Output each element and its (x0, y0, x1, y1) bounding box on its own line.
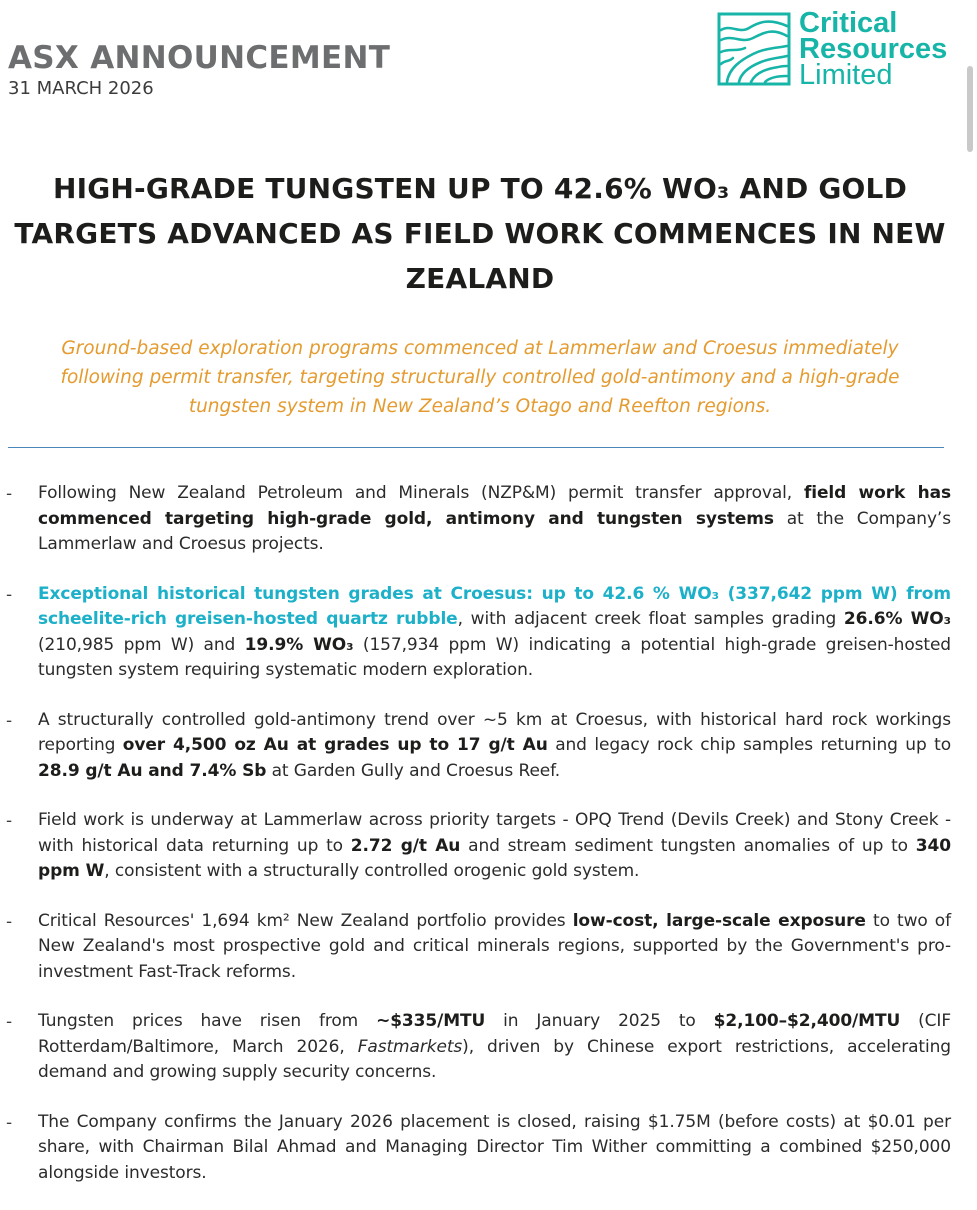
bullet-text: (CIF Rotterdam/Baltimore, March 2026, (38, 1011, 952, 1057)
bullet-text: The Company confirms the January 2026 placement is closed, raising $1.75M (before costs) at $0.01 per share, with Chairman Bilal Ahmad and Managing Director Tim Wither committing a combined $250,000 alongside investors. (38, 1111, 951, 1183)
title-line-3: ZEALAND (405, 262, 555, 295)
contour-logo-icon (717, 12, 791, 86)
highlights-list (0, 481, 977, 1210)
bullet-text: to two of New Zealand's most prospective gold and critical minerals regions, supported by the Government's pro-investment Fast-Track reforms. (38, 910, 951, 982)
bullet-text: (210,985 ppm W) and (38, 634, 245, 655)
bullet-dash: - (6, 710, 13, 731)
bullet-bold-text: 19.9% WO₃ (244, 634, 354, 655)
scrollbar-thumb[interactable] (967, 66, 973, 152)
title-line-2: TARGETS ADVANCED AS FIELD WORK COMMENCES IN NEW (14, 217, 946, 250)
bullet-dash: - (6, 584, 13, 605)
bullet-dash: - (6, 1012, 13, 1032)
bullet-dash: - (6, 811, 13, 831)
bullet-text: Field work is underway at Lammerlaw across priority targets - OPQ Trend (Devils Creek) and Stony Creek - with historical data returning up to (38, 810, 951, 856)
list-item (0, 1009, 977, 1086)
bullet-bold-text: low-cost, large-scale exposure (572, 910, 866, 931)
bullet-text: Tungsten prices have risen from (38, 1011, 377, 1031)
bullet-text: and legacy rock chip samples returning up to (547, 735, 952, 755)
bullet-dash: - (6, 1112, 13, 1133)
announcement-header (8, 40, 390, 99)
list-item (0, 582, 977, 684)
bullet-dash: - (6, 484, 13, 504)
list-item (0, 808, 977, 885)
bullet-text: at Garden Gully and Croesus Reef. (266, 760, 561, 781)
list-item (0, 1110, 977, 1187)
bullet-bold-text: over 4,500 oz Au at grades up to 17 g/t Au (122, 735, 548, 755)
bullet-highlight-text: Exceptional historical tungsten grades at Croesus: up to 42.6 % WO₃ (337,642 ppm W) from scheelite-rich greisen-hosted quartz rubble (38, 583, 951, 629)
logo-wordmark (799, 7, 948, 91)
announcement-date: 31 MARCH 2026 (8, 78, 154, 99)
list-item (0, 481, 977, 558)
bullet-bold-text: $2,100–$2,400/MTU (713, 1011, 901, 1031)
page-title (10, 166, 950, 301)
bullet-text: ), driven by Chinese export restrictions, accelerating demand and growing supply security concerns. (38, 1036, 951, 1082)
bullet-bold-text: 26.6% WO₃ (843, 609, 951, 629)
list-item (0, 909, 977, 986)
bullet-text: Critical Resources' 1,694 km² New Zealand portfolio provides (38, 910, 573, 931)
announcement-label: ASX ANNOUNCEMENT (8, 40, 391, 76)
bullet-bold-text: ~$335/MTU (376, 1011, 486, 1031)
bullet-bold-text: 28.9 g/t Au and 7.4% Sb (38, 760, 267, 781)
bullet-italic-text: Fastmarkets (357, 1036, 463, 1057)
bullet-text: and stream sediment tungsten anomalies of up to (460, 835, 916, 856)
bullet-dash: - (6, 911, 13, 932)
bullet-text: , consistent with a structurally controlled orogenic gold system. (104, 861, 640, 881)
bullet-bold-text: 340 ppm W (38, 835, 951, 881)
bullet-text: , with adjacent creek float samples grading (457, 609, 844, 629)
bullet-text: Following New Zealand Petroleum and Minerals (NZP&M) permit transfer approval, (38, 483, 804, 503)
bullet-bold-text: 2.72 g/t Au (350, 835, 461, 856)
bullet-bold-text: field work has commenced targeting high-grade gold, antimony and tungsten systems (38, 483, 951, 529)
bullet-text: at the Company’s Lammerlaw and Croesus projects. (38, 508, 951, 554)
title-line-1: HIGH-GRADE TUNGSTEN UP TO 42.6% WO₃ AND GOLD (52, 172, 908, 205)
subtitle-summary: Ground-based exploration programs commenced at Lammerlaw and Croesus immediately following permit transfer, targeting structurally controlled gold-antimony and a high-grade tungsten system in New Zealand’s Otago and Reefton regions. (60, 338, 900, 417)
logo-line-resources: Resources (799, 33, 948, 65)
bullet-text: in January 2025 to (485, 1011, 714, 1031)
logo-line-critical: Critical (799, 7, 898, 39)
logo-line-limited: Limited (799, 59, 893, 91)
company-logo (717, 7, 952, 91)
list-item (0, 708, 977, 785)
section-divider (8, 447, 944, 448)
bullet-text: A structurally controlled gold-antimony trend over ~5 km at Croesus, with historical hard rock workings reporting (38, 709, 951, 755)
bullet-text: (157,934 ppm W) indicating a potential high-grade greisen-hosted tungsten system requiring systematic modern exploration. (38, 634, 951, 680)
